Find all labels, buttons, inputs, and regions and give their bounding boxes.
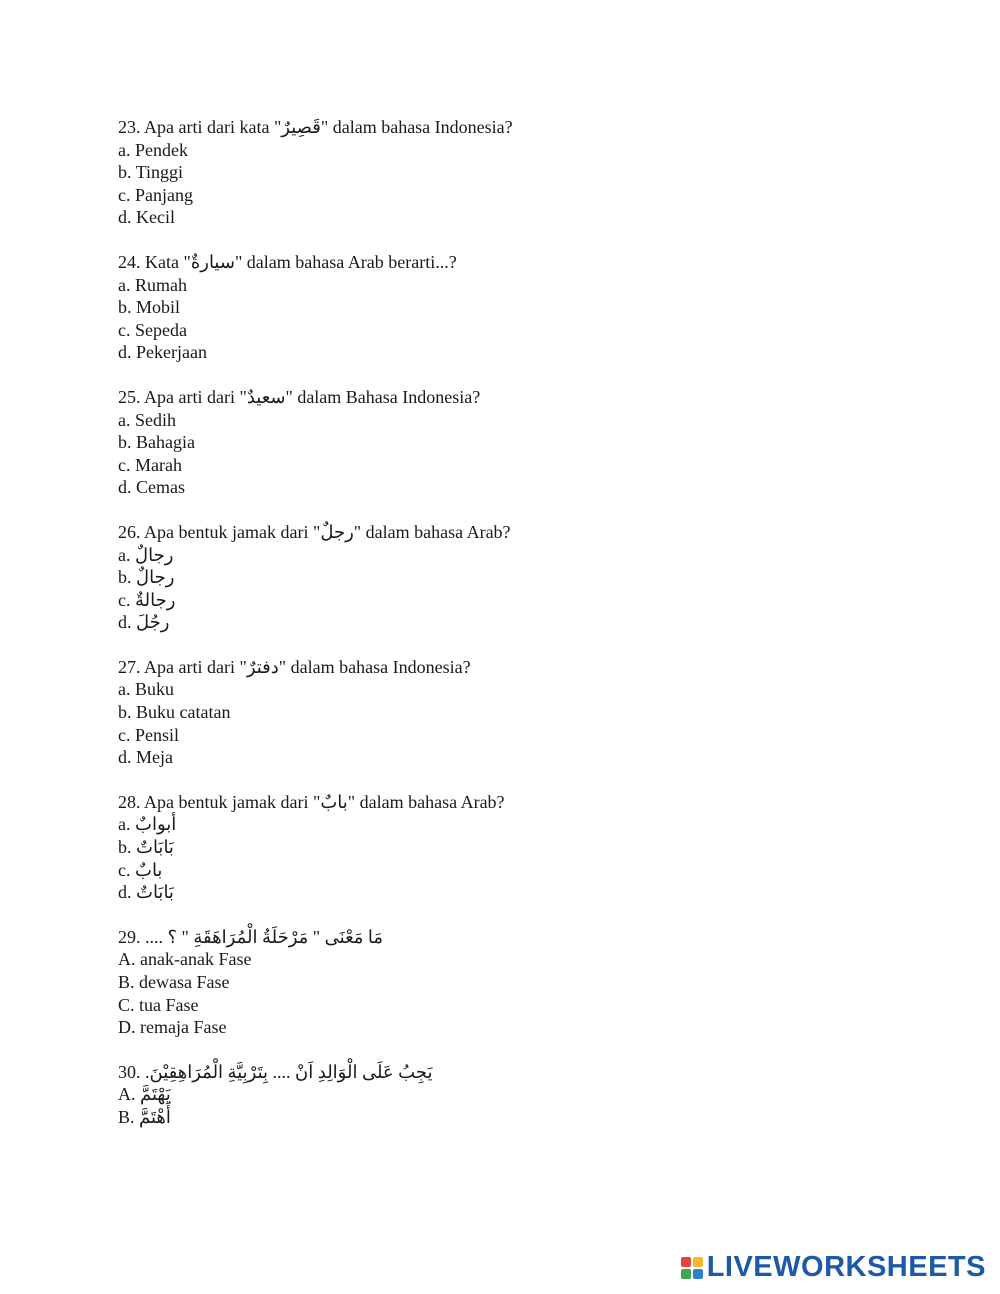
- answer-option: c. Marah: [118, 454, 182, 475]
- question-26: [118, 521, 898, 634]
- answer-option: D. remaja Fase: [118, 1017, 227, 1038]
- answer-option: d. Kecil: [118, 207, 175, 228]
- answer-option: B. أَهْتَمَّ: [118, 1106, 171, 1127]
- answer-option: c. Sepeda: [118, 319, 187, 340]
- answer-option: b. رجالٌ: [118, 567, 175, 588]
- answer-option: b. Bahagia: [118, 432, 195, 453]
- arabic-sentence: مَا مَعْنَى " مَرْحَلَةُ الْمُرَاهَقَةِ " ؟ ....: [145, 926, 384, 947]
- question-24: [118, 251, 898, 364]
- answer-option: b. بَابَاتٌ: [118, 837, 174, 858]
- answer-option: c. Panjang: [118, 184, 193, 205]
- answer-option: a. Buku: [118, 679, 174, 700]
- question-25: [118, 386, 898, 499]
- brand-name: LIVEWORKSHEETS: [706, 1251, 986, 1283]
- answer-option: b. Tinggi: [118, 162, 184, 183]
- answer-option: a. رجالٌ: [118, 544, 174, 565]
- question-23: [118, 116, 898, 229]
- arabic-word: قَصِيرٌ: [281, 117, 321, 137]
- answer-option: d. Pekerjaan: [118, 342, 207, 363]
- question-prompt: 23. Apa arti dari kata "قَصِيرٌ" dalam bahasa Indonesia?: [118, 117, 513, 137]
- answer-option: A. يَهْتَمَّ: [118, 1084, 171, 1105]
- arabic-word: رجلٌ: [320, 521, 354, 542]
- liveworksheets-brand: [681, 1251, 986, 1284]
- answer-option: a. Rumah: [118, 274, 187, 295]
- logo-square: [693, 1257, 703, 1267]
- question-27: [118, 656, 898, 769]
- question-28: [118, 791, 898, 904]
- answer-option: d. Cemas: [118, 477, 185, 498]
- arabic-sentence: يَجِبُ عَلَى الْوَالِدِ اَنْ .... بِتَرْبِيَّةِ الْمُرَاهِقِيْنَ.: [145, 1061, 433, 1082]
- question-prompt: 28. Apa bentuk jamak dari "بابٌ" dalam bahasa Arab?: [118, 791, 505, 812]
- answer-option: a. Sedih: [118, 409, 176, 430]
- answer-option: B. dewasa Fase: [118, 972, 230, 992]
- liveworksheets-logo-icon: [681, 1257, 703, 1279]
- question-29: [118, 926, 898, 1039]
- worksheet-content: [118, 116, 898, 1151]
- logo-square: [693, 1269, 703, 1279]
- answer-option: d. بَابَاتٌ: [118, 882, 174, 903]
- answer-option: c. بابٌ: [118, 859, 163, 880]
- answer-option: a. Pendek: [118, 139, 188, 160]
- question-prompt: 26. Apa bentuk jamak dari "رجلٌ" dalam bahasa Arab?: [118, 521, 511, 542]
- arabic-word: سعيدٌ: [246, 386, 286, 407]
- question-prompt: 29. مَا مَعْنَى " مَرْحَلَةُ الْمُرَاهَقَةِ " ؟ ....: [118, 926, 384, 947]
- arabic-word: دفترٌ: [246, 656, 279, 677]
- answer-option: a. أبوابٌ: [118, 814, 177, 835]
- question-prompt: 24. Kata "سيارةٌ" dalam bahasa Arab berarti...?: [118, 251, 457, 272]
- answer-option: C. tua Fase: [118, 994, 199, 1015]
- question-prompt: 30. يَجِبُ عَلَى الْوَالِدِ اَنْ .... بِتَرْبِيَّةِ الْمُرَاهِقِيْنَ.: [118, 1061, 433, 1082]
- question-30: [118, 1061, 898, 1129]
- question-prompt: 25. Apa arti dari "سعيدٌ" dalam Bahasa Indonesia?: [118, 386, 481, 407]
- answer-option: A. anak-anak Fase: [118, 949, 252, 970]
- answer-option: b. Mobil: [118, 297, 181, 318]
- arabic-word: بابٌ: [320, 791, 348, 812]
- answer-option: d. رجُلَ: [118, 612, 170, 633]
- answer-option: c. Pensil: [118, 724, 179, 745]
- logo-square: [681, 1257, 691, 1267]
- arabic-word: سيارةٌ: [190, 251, 235, 272]
- question-prompt: 27. Apa arti dari "دفترٌ" dalam bahasa Indonesia?: [118, 656, 471, 677]
- answer-option: d. Meja: [118, 747, 173, 768]
- answer-option: b. Buku catatan: [118, 702, 231, 723]
- answer-option: c. رجالةٌ: [118, 589, 176, 610]
- logo-square: [681, 1269, 691, 1279]
